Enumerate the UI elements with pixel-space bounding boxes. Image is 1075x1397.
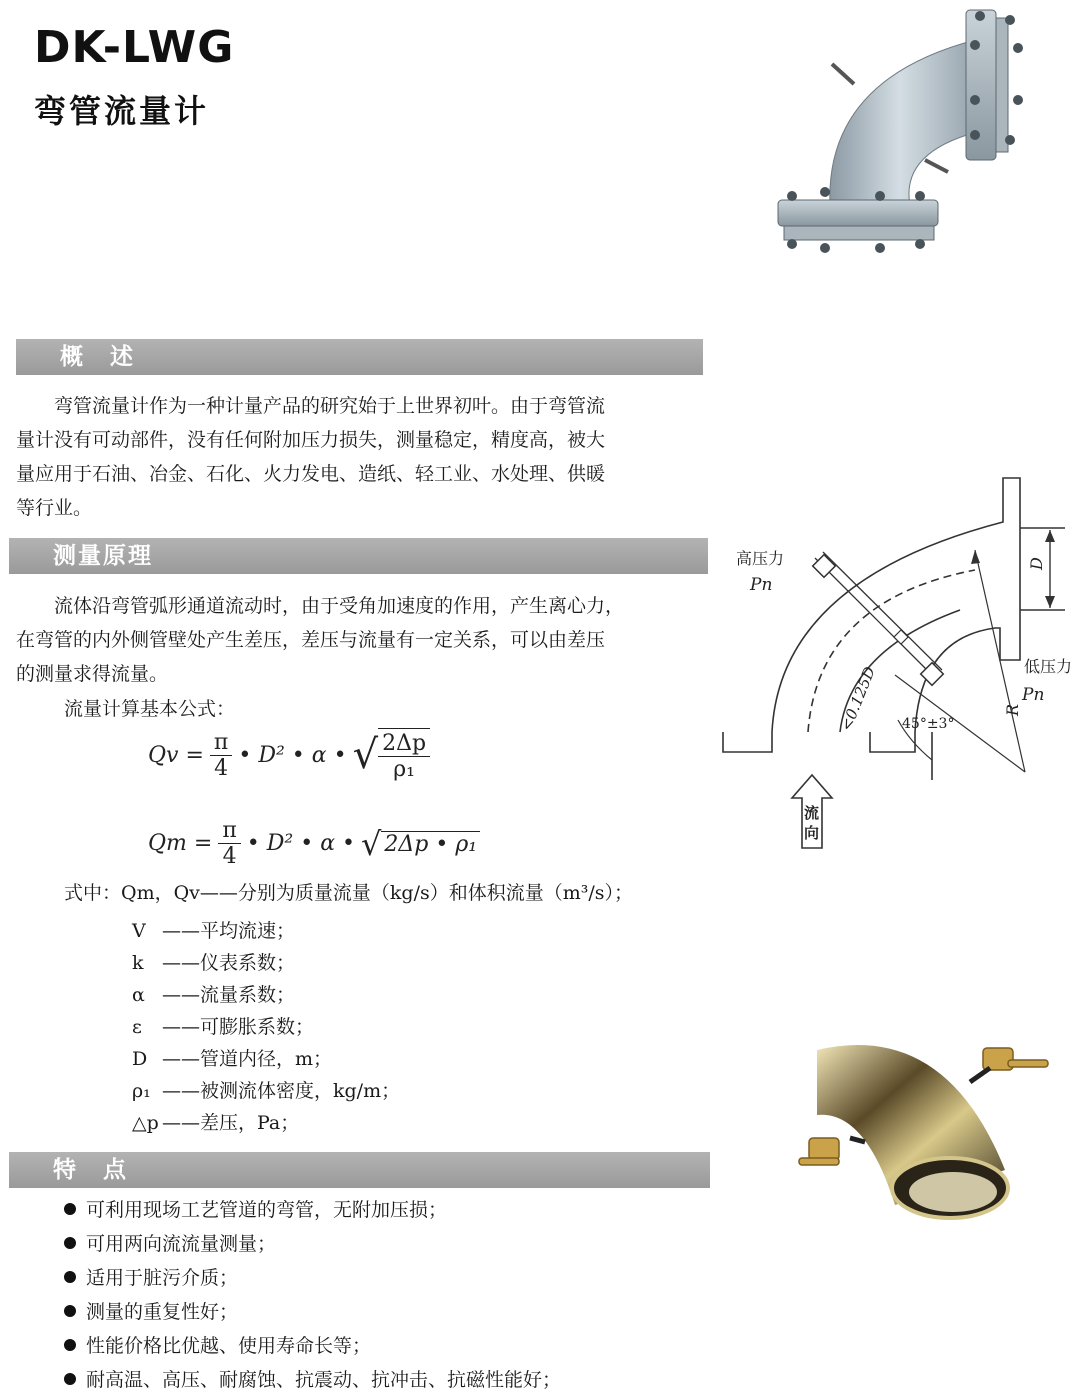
feature-text: 可利用现场工艺管道的弯管，无附加压损；	[86, 1199, 448, 1221]
feature-item	[64, 1227, 276, 1261]
high-pressure-pn: Pn	[750, 575, 773, 595]
feature-text: 适用于脏污介质；	[86, 1267, 239, 1289]
formula-qm	[148, 818, 480, 869]
symbol: ρ₁	[132, 1080, 151, 1102]
sqrt-denominator: ρ₁	[393, 757, 415, 782]
fraction-numerator: π	[218, 818, 240, 844]
radius-label: R	[1003, 703, 1022, 716]
flow-direction-char: 流	[804, 804, 820, 822]
symbol-description: ——被测流体密度，kg/m；	[162, 1080, 401, 1102]
features-heading: 特 点	[9, 1152, 710, 1188]
overview-line: 弯管流量计作为一种计量产品的研究始于上世界初叶。由于弯管流	[16, 395, 606, 417]
sqrt-icon: √	[361, 824, 382, 863]
formula-lhs: Qv =	[148, 742, 204, 768]
feature-text: 耐高温、高压、耐腐蚀、抗震动、抗冲击、抗磁性能好；	[86, 1369, 562, 1391]
principle-line: 流体沿弯管弧形通道流动时，由于受角加速度的作用，产生离心力，	[16, 595, 625, 617]
sqrt-term	[353, 728, 436, 782]
d-dimension-label: D	[1027, 557, 1046, 570]
symbol-row	[132, 947, 295, 979]
formula-label: 流量计算基本公式：	[64, 698, 236, 720]
stainless-elbow-image	[795, 1020, 1060, 1225]
fraction-numerator: π	[210, 730, 232, 756]
fraction-denominator: 4	[222, 844, 237, 869]
bullet-icon	[64, 1373, 76, 1385]
principle-line: 的测量求得流量。	[16, 663, 169, 685]
angle-label: 45°±3°	[902, 716, 955, 732]
symbol-description: ——流量系数；	[162, 984, 296, 1006]
symbol-description: ——可膨胀系数；	[162, 1016, 315, 1038]
overview-line: 等行业。	[16, 497, 93, 519]
feature-text: 测量的重复性好；	[86, 1301, 239, 1323]
sqrt-radicand: 2Δp • ρ₁	[381, 831, 480, 857]
symbol-description: ——仪表系数；	[162, 952, 296, 974]
feature-item	[64, 1193, 447, 1227]
symbol-row	[132, 1011, 314, 1043]
formula-lhs: Qm =	[148, 831, 213, 856]
feature-text: 性能价格比优越、使用寿命长等；	[86, 1335, 372, 1357]
fraction-pi-4	[210, 730, 232, 781]
symbol-description: ——管道内径，m；	[162, 1048, 333, 1070]
fraction-pi-4	[218, 818, 240, 869]
overview-heading: 概 述	[16, 339, 703, 375]
symbol-row	[132, 1107, 299, 1139]
elbow-principle-diagram	[720, 470, 1075, 860]
symbol-row	[132, 979, 295, 1011]
principle-heading: 测量原理	[9, 538, 708, 574]
low-pressure-pn: Pn	[1022, 685, 1045, 705]
flanged-elbow-image	[770, 0, 1040, 262]
feature-item	[64, 1295, 238, 1329]
overview-paragraph	[16, 389, 716, 525]
symbol: V	[132, 920, 146, 942]
symbol: D	[132, 1048, 148, 1070]
overview-line: 量应用于石油、冶金、石化、火力发电、造纸、轻工业、水处理、供暖	[16, 463, 606, 485]
formula-where: 式中：Qm，Qv——分别为质量流量（kg/s）和体积流量（m³/s）；	[64, 882, 634, 904]
principle-paragraph	[16, 589, 716, 691]
sqrt-icon: √	[352, 732, 379, 778]
product-model: DK-LWG	[34, 22, 235, 73]
symbol-description: ——平均流速；	[162, 920, 296, 942]
high-pressure-label: 高压力	[736, 549, 785, 568]
symbol-row	[132, 1043, 332, 1075]
symbol: α	[132, 984, 145, 1006]
formula-middle: • D² • α •	[238, 742, 347, 768]
bullet-icon	[64, 1339, 76, 1351]
feature-item	[64, 1329, 371, 1363]
symbol-row	[132, 1075, 400, 1107]
symbol-row	[132, 915, 295, 947]
symbol: k	[132, 952, 144, 974]
flow-direction-char: 向	[804, 824, 820, 842]
formula-qv	[148, 728, 436, 782]
feature-text: 可用两向流流量测量；	[86, 1233, 277, 1255]
sqrt-term	[361, 824, 480, 863]
bullet-icon	[64, 1305, 76, 1317]
bullet-icon	[64, 1237, 76, 1249]
sqrt-numerator: 2Δp	[378, 731, 430, 757]
low-pressure-label: 低压力	[1024, 657, 1073, 676]
product-subtitle: 弯管流量计	[34, 92, 210, 130]
feature-item	[64, 1261, 238, 1295]
symbol-description: ——差压，Pa；	[162, 1112, 300, 1134]
sqrt-fraction	[378, 728, 430, 782]
formula-middle: • D² • α •	[246, 831, 356, 856]
symbol: ε	[132, 1016, 142, 1038]
feature-item	[64, 1363, 561, 1397]
bullet-icon	[64, 1271, 76, 1283]
symbol: △p	[132, 1112, 159, 1134]
spacing-label: <0.125D	[837, 664, 880, 734]
principle-line: 在弯管的内外侧管壁处产生差压，差压与流量有一定关系，可以由差压	[16, 629, 606, 651]
fraction-denominator: 4	[214, 755, 229, 781]
bullet-icon	[64, 1203, 76, 1215]
overview-line: 量计没有可动部件，没有任何附加压力损失，测量稳定，精度高，被大	[16, 429, 606, 451]
